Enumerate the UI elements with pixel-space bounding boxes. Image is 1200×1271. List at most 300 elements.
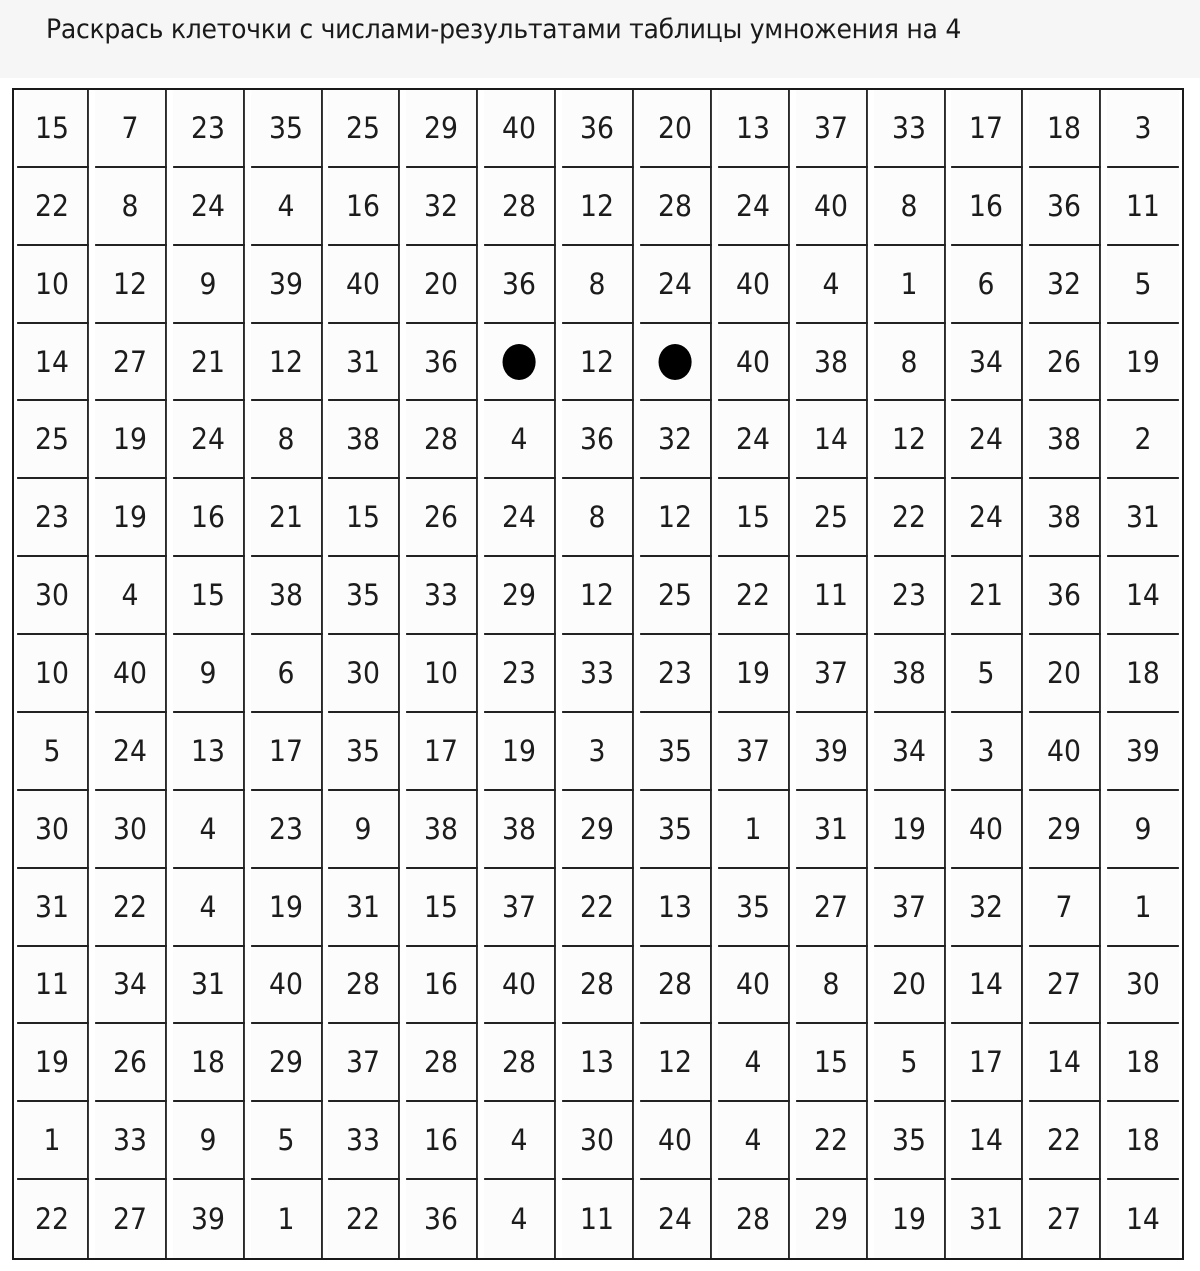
grid-cell[interactable]	[1107, 869, 1179, 947]
grid-cell[interactable]	[796, 791, 868, 869]
grid-cell[interactable]	[406, 324, 478, 402]
grid-cell[interactable]	[95, 324, 167, 402]
cell-number: 4	[510, 1202, 528, 1237]
grid-cell[interactable]	[173, 635, 245, 713]
grid-cell[interactable]	[484, 869, 556, 947]
grid-cell[interactable]	[718, 246, 790, 324]
cell-number: 15	[813, 1045, 848, 1080]
grid-cell[interactable]	[95, 791, 167, 869]
grid-cell[interactable]	[17, 324, 89, 402]
grid-cell[interactable]	[718, 1024, 790, 1102]
cell-number: 25	[35, 422, 69, 457]
grid-cell[interactable]	[406, 479, 478, 557]
grid-cell[interactable]	[251, 168, 323, 246]
grid-cell[interactable]	[406, 1024, 478, 1102]
cell-number: 30	[1126, 967, 1161, 1002]
grid-cell[interactable]	[640, 947, 712, 1025]
grid-cell[interactable]	[640, 1024, 712, 1102]
grid-cell[interactable]	[1029, 1180, 1101, 1258]
cell-number: 36	[1047, 578, 1082, 613]
cell-number: 10	[35, 655, 69, 690]
cell-number: 27	[813, 889, 848, 924]
grid-cell[interactable]	[562, 479, 634, 557]
grid-cell[interactable]	[329, 479, 401, 557]
grid-cell[interactable]	[1107, 1024, 1179, 1102]
grid-cell[interactable]	[640, 1102, 712, 1180]
grid-cell[interactable]	[952, 1024, 1024, 1102]
grid-cell[interactable]	[796, 90, 868, 168]
grid-cell[interactable]	[173, 90, 245, 168]
grid-cell[interactable]	[17, 246, 89, 324]
grid-cell[interactable]	[1107, 401, 1179, 479]
grid-cell[interactable]	[95, 1102, 167, 1180]
grid-cell[interactable]	[796, 635, 868, 713]
cell-number: 12	[112, 266, 147, 301]
grid-cell[interactable]	[484, 791, 556, 869]
grid-cell[interactable]	[251, 1102, 323, 1180]
grid-cell[interactable]	[952, 869, 1024, 947]
grid-cell[interactable]	[796, 1024, 868, 1102]
grid-cell[interactable]	[640, 791, 712, 869]
grid-cell[interactable]	[251, 1024, 323, 1102]
grid-cell[interactable]	[718, 713, 790, 791]
grid-cell[interactable]	[17, 479, 89, 557]
cell-number: 12	[580, 578, 615, 613]
grid-cell[interactable]	[251, 401, 323, 479]
grid-cell[interactable]	[640, 246, 712, 324]
cell-number: 17	[424, 733, 459, 768]
cell-number: 11	[35, 967, 69, 1002]
grid-cell[interactable]	[329, 947, 401, 1025]
grid-cell[interactable]	[95, 479, 167, 557]
grid-cell[interactable]	[796, 479, 868, 557]
grid-cell[interactable]	[251, 869, 323, 947]
grid-cell[interactable]	[1029, 324, 1101, 402]
grid-cell[interactable]	[796, 1102, 868, 1180]
grid-cell[interactable]	[1107, 479, 1179, 557]
grid-cell[interactable]	[874, 557, 946, 635]
grid-cell[interactable]	[796, 324, 868, 402]
grid-cell[interactable]	[562, 947, 634, 1025]
grid-cell[interactable]	[329, 168, 401, 246]
grid-cell[interactable]	[796, 1180, 868, 1258]
grid-cell[interactable]	[251, 1180, 323, 1258]
cell-number: 38	[1047, 422, 1082, 457]
grid-cell[interactable]	[952, 947, 1024, 1025]
cell-number: 25	[657, 578, 692, 613]
grid-cell[interactable]	[1107, 1102, 1179, 1180]
eye-dot-icon	[503, 344, 536, 380]
grid-cell[interactable]	[329, 401, 401, 479]
grid-cell[interactable]	[1029, 791, 1101, 869]
grid-cell[interactable]	[329, 90, 401, 168]
grid-cell[interactable]	[640, 90, 712, 168]
grid-cell[interactable]	[17, 635, 89, 713]
grid-cell[interactable]	[173, 1180, 245, 1258]
grid-cell[interactable]	[251, 90, 323, 168]
grid-cell[interactable]	[952, 90, 1024, 168]
grid-cell[interactable]	[329, 557, 401, 635]
cell-number: 13	[190, 733, 225, 768]
grid-cell[interactable]	[952, 401, 1024, 479]
cell-number: 36	[424, 344, 459, 379]
grid-cell[interactable]	[562, 324, 634, 402]
grid-cell[interactable]	[173, 791, 245, 869]
grid-cell[interactable]	[1029, 479, 1101, 557]
grid-cell[interactable]	[406, 635, 478, 713]
cell-number: 33	[891, 110, 926, 145]
grid-cell[interactable]	[329, 635, 401, 713]
grid-cell[interactable]	[952, 791, 1024, 869]
cell-number: 24	[735, 422, 770, 457]
cell-number: 14	[969, 967, 1004, 1002]
cell-number: 32	[1047, 266, 1082, 301]
grid-cell[interactable]	[718, 168, 790, 246]
grid-cell[interactable]	[874, 168, 946, 246]
grid-cell[interactable]	[173, 479, 245, 557]
grid-cell[interactable]	[484, 635, 556, 713]
grid-cell[interactable]	[251, 713, 323, 791]
grid-cell[interactable]	[484, 246, 556, 324]
cell-number: 3	[1134, 110, 1152, 145]
cell-number: 1	[900, 266, 918, 301]
grid-cell[interactable]	[95, 557, 167, 635]
cell-number: 8	[277, 422, 295, 457]
grid-cell[interactable]	[173, 947, 245, 1025]
cell-number: 4	[199, 811, 217, 846]
grid-cell[interactable]	[874, 713, 946, 791]
cell-number: 10	[424, 655, 459, 690]
cell-number: 14	[1126, 1202, 1161, 1237]
grid-cell[interactable]	[796, 869, 868, 947]
grid-cell[interactable]	[718, 90, 790, 168]
cell-number: 31	[1126, 500, 1161, 535]
cell-number: 30	[346, 655, 381, 690]
grid-cell[interactable]	[1029, 168, 1101, 246]
grid-cell[interactable]	[640, 168, 712, 246]
cell-number: 31	[35, 889, 69, 924]
grid-cell[interactable]	[95, 401, 167, 479]
grid-cell[interactable]	[874, 401, 946, 479]
grid-cell[interactable]	[1029, 713, 1101, 791]
grid-cell[interactable]	[874, 947, 946, 1025]
grid-cell[interactable]	[406, 1180, 478, 1258]
cell-number: 40	[1047, 733, 1082, 768]
grid-cell[interactable]	[1107, 635, 1179, 713]
grid-cell[interactable]	[718, 1180, 790, 1258]
grid-cell[interactable]	[1107, 557, 1179, 635]
grid-cell[interactable]	[1107, 713, 1179, 791]
grid-cell[interactable]	[874, 1180, 946, 1258]
grid-cell[interactable]	[874, 1102, 946, 1180]
grid-cell[interactable]	[718, 324, 790, 402]
grid-cell[interactable]	[1029, 947, 1101, 1025]
grid-cell[interactable]	[562, 635, 634, 713]
grid-cell[interactable]	[406, 557, 478, 635]
grid-cell[interactable]	[874, 869, 946, 947]
grid-cell[interactable]	[952, 168, 1024, 246]
grid-cell[interactable]	[17, 1102, 89, 1180]
grid-cell[interactable]	[251, 479, 323, 557]
grid-cell[interactable]	[718, 947, 790, 1025]
grid-cell[interactable]	[1107, 324, 1179, 402]
grid-cell[interactable]	[796, 168, 868, 246]
cell-number: 29	[502, 578, 537, 613]
cell-number: 40	[813, 188, 848, 223]
cell-number: 12	[268, 344, 303, 379]
cell-number: 34	[891, 733, 926, 768]
grid-cell[interactable]	[251, 635, 323, 713]
grid-cell[interactable]	[17, 947, 89, 1025]
grid-cell[interactable]	[17, 90, 89, 168]
grid-cell[interactable]	[251, 324, 323, 402]
grid-cell[interactable]	[406, 90, 478, 168]
cell-number: 40	[969, 811, 1004, 846]
grid-cell[interactable]	[17, 791, 89, 869]
cell-number: 22	[735, 578, 770, 613]
grid-cell[interactable]	[95, 869, 167, 947]
grid-cell[interactable]	[95, 1180, 167, 1258]
grid-cell[interactable]	[796, 947, 868, 1025]
grid-cell[interactable]	[796, 246, 868, 324]
grid-cell[interactable]	[718, 401, 790, 479]
grid-cell[interactable]	[406, 791, 478, 869]
grid-cell[interactable]	[874, 791, 946, 869]
grid-cell[interactable]	[406, 947, 478, 1025]
grid-cell[interactable]	[484, 1180, 556, 1258]
cell-number: 7	[121, 110, 139, 145]
cell-number: 6	[277, 655, 295, 690]
grid-cell[interactable]	[17, 401, 89, 479]
grid-cell[interactable]	[718, 479, 790, 557]
grid-cell[interactable]	[1029, 90, 1101, 168]
cell-number: 13	[657, 889, 692, 924]
grid-cell[interactable]	[173, 557, 245, 635]
grid-cell[interactable]	[406, 713, 478, 791]
cell-number: 19	[891, 1202, 926, 1237]
cell-number: 15	[424, 889, 459, 924]
grid-cell[interactable]	[329, 246, 401, 324]
grid-cell[interactable]	[173, 401, 245, 479]
grid-cell[interactable]	[874, 635, 946, 713]
grid-cell[interactable]	[95, 90, 167, 168]
grid-cell[interactable]	[562, 1024, 634, 1102]
grid-cell[interactable]	[17, 869, 89, 947]
grid-cell[interactable]	[640, 1180, 712, 1258]
cell-number: 24	[190, 422, 225, 457]
grid-cell[interactable]	[1107, 246, 1179, 324]
cell-number: 4	[510, 1123, 528, 1158]
grid-cell[interactable]	[251, 246, 323, 324]
grid-cell[interactable]	[95, 635, 167, 713]
grid-cell[interactable]	[1029, 1024, 1101, 1102]
grid-cell[interactable]	[1107, 947, 1179, 1025]
cell-number: 37	[735, 733, 770, 768]
grid-cell[interactable]	[17, 1180, 89, 1258]
cell-number: 20	[1047, 655, 1082, 690]
eye-dot-icon	[658, 344, 691, 380]
grid-cell[interactable]	[329, 324, 401, 402]
grid-cell[interactable]	[173, 869, 245, 947]
grid-cell[interactable]	[796, 713, 868, 791]
grid-cell[interactable]	[173, 246, 245, 324]
grid-cell[interactable]	[1029, 1102, 1101, 1180]
cell-number: 24	[969, 422, 1004, 457]
cell-number: 39	[190, 1202, 225, 1237]
grid-cell[interactable]	[329, 1102, 401, 1180]
grid-cell[interactable]	[406, 168, 478, 246]
grid-cell[interactable]	[484, 90, 556, 168]
grid-cell[interactable]	[484, 947, 556, 1025]
grid-cell[interactable]	[1029, 635, 1101, 713]
grid-cell[interactable]	[173, 713, 245, 791]
grid-cell[interactable]	[718, 1102, 790, 1180]
grid-cell[interactable]	[952, 635, 1024, 713]
cell-number: 9	[354, 811, 372, 846]
grid-cell[interactable]	[562, 90, 634, 168]
cell-number: 39	[268, 266, 303, 301]
grid-cell[interactable]	[173, 168, 245, 246]
grid-cell[interactable]	[796, 401, 868, 479]
grid-cell[interactable]	[718, 557, 790, 635]
grid-cell[interactable]	[562, 1180, 634, 1258]
grid-cell[interactable]	[952, 713, 1024, 791]
grid-cell[interactable]	[17, 1024, 89, 1102]
grid-cell[interactable]	[173, 1024, 245, 1102]
grid-cell[interactable]	[874, 479, 946, 557]
cell-number: 8	[588, 500, 606, 535]
grid-cell[interactable]	[173, 1102, 245, 1180]
cell-number: 11	[1126, 188, 1161, 223]
grid-cell[interactable]	[640, 557, 712, 635]
grid-cell[interactable]	[640, 869, 712, 947]
grid-cell[interactable]	[484, 1102, 556, 1180]
grid-cell[interactable]	[484, 1024, 556, 1102]
cell-number: 4	[199, 889, 217, 924]
grid-cell[interactable]	[562, 791, 634, 869]
cell-number: 30	[35, 811, 69, 846]
cell-number: 31	[969, 1202, 1004, 1237]
cell-number: 40	[502, 110, 537, 145]
cell-number: 8	[822, 967, 840, 1002]
grid-cell[interactable]	[329, 1180, 401, 1258]
grid-cell[interactable]	[952, 1102, 1024, 1180]
grid-cell[interactable]	[562, 246, 634, 324]
grid-cell[interactable]	[952, 324, 1024, 402]
grid-cell[interactable]	[1029, 401, 1101, 479]
grid-cell[interactable]	[484, 401, 556, 479]
grid-cell[interactable]	[874, 90, 946, 168]
grid-cell[interactable]	[562, 713, 634, 791]
grid-cell[interactable]	[640, 713, 712, 791]
grid-cell[interactable]	[329, 1024, 401, 1102]
grid-cell[interactable]	[251, 947, 323, 1025]
cell-number: 19	[1126, 344, 1161, 379]
cell-number: 4	[822, 266, 840, 301]
grid-cell[interactable]	[95, 168, 167, 246]
grid-cell[interactable]	[95, 713, 167, 791]
cell-number: 24	[735, 188, 770, 223]
grid-cell[interactable]	[874, 1024, 946, 1102]
grid-cell[interactable]	[406, 401, 478, 479]
grid-cell[interactable]	[562, 1102, 634, 1180]
grid-cell[interactable]	[329, 713, 401, 791]
cell-number: 18	[1126, 655, 1161, 690]
grid-cell[interactable]	[1029, 557, 1101, 635]
grid-cell[interactable]	[952, 557, 1024, 635]
grid-cell[interactable]	[562, 557, 634, 635]
grid-cell[interactable]	[1029, 246, 1101, 324]
grid-cell[interactable]	[718, 869, 790, 947]
grid-cell[interactable]	[95, 1024, 167, 1102]
cell-number: 3	[588, 733, 606, 768]
cell-number: 15	[190, 578, 225, 613]
grid-cell[interactable]	[952, 1180, 1024, 1258]
grid-cell[interactable]	[718, 635, 790, 713]
grid-cell[interactable]	[173, 324, 245, 402]
grid-cell[interactable]	[17, 713, 89, 791]
grid-cell[interactable]	[640, 401, 712, 479]
grid-cell[interactable]	[329, 791, 401, 869]
grid-cell[interactable]	[1107, 1180, 1179, 1258]
grid-cell[interactable]	[952, 479, 1024, 557]
grid-cell[interactable]	[1107, 168, 1179, 246]
grid-cell[interactable]	[562, 168, 634, 246]
cell-number: 36	[580, 110, 615, 145]
grid-cell[interactable]	[484, 479, 556, 557]
cell-number: 22	[580, 889, 615, 924]
grid-cell[interactable]	[406, 869, 478, 947]
grid-cell[interactable]	[718, 791, 790, 869]
cell-number: 31	[346, 889, 381, 924]
cell-number: 38	[891, 655, 926, 690]
grid-cell[interactable]	[484, 713, 556, 791]
grid-cell[interactable]	[406, 246, 478, 324]
cell-number: 4	[744, 1045, 762, 1080]
grid-cell[interactable]	[562, 401, 634, 479]
grid-cell[interactable]	[640, 324, 712, 402]
grid-cell[interactable]	[562, 869, 634, 947]
grid-cell[interactable]	[251, 557, 323, 635]
cell-number: 22	[813, 1123, 848, 1158]
grid-cell[interactable]	[874, 324, 946, 402]
grid-cell[interactable]	[17, 557, 89, 635]
cell-number: 40	[268, 967, 303, 1002]
grid-cell[interactable]	[95, 947, 167, 1025]
grid-cell[interactable]	[406, 1102, 478, 1180]
cell-number: 4	[510, 422, 528, 457]
cell-number: 29	[268, 1045, 303, 1080]
grid-cell[interactable]	[17, 168, 89, 246]
grid-cell[interactable]	[874, 246, 946, 324]
grid-cell[interactable]	[484, 168, 556, 246]
cell-number: 35	[268, 110, 303, 145]
grid-cell[interactable]	[95, 246, 167, 324]
grid-cell[interactable]	[484, 557, 556, 635]
grid-cell[interactable]	[1107, 90, 1179, 168]
grid-cell[interactable]	[1107, 791, 1179, 869]
grid-cell[interactable]	[484, 324, 556, 402]
grid-cell[interactable]	[251, 791, 323, 869]
grid-cell[interactable]	[1029, 869, 1101, 947]
grid-cell[interactable]	[329, 869, 401, 947]
cell-number: 15	[35, 110, 69, 145]
cell-number: 9	[1134, 811, 1152, 846]
grid-cell[interactable]	[952, 246, 1024, 324]
grid-cell[interactable]	[640, 479, 712, 557]
grid-cell[interactable]	[640, 635, 712, 713]
grid-cell[interactable]	[796, 557, 868, 635]
